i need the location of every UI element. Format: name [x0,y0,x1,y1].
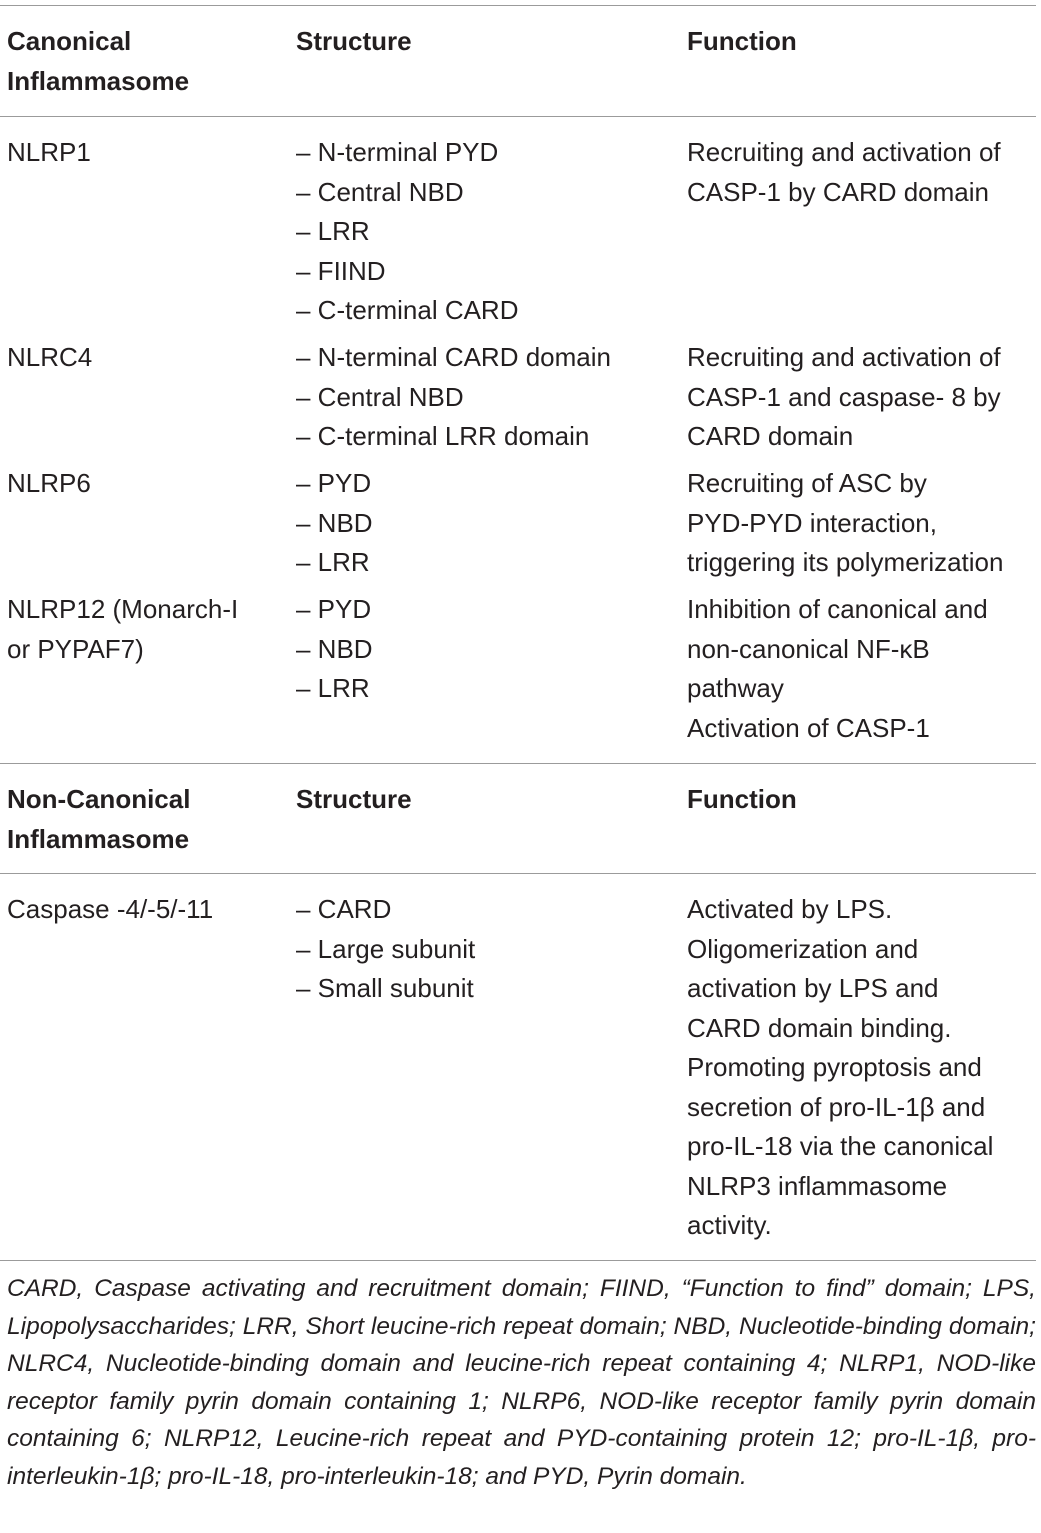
cell-line: Oligomerization and [687,933,919,964]
cell-line: – Central NBD [296,176,464,207]
noncanonical-header-function: Function [687,784,797,814]
row-nlrp1-structure [296,133,519,331]
cell-line: – CARD [296,894,392,924]
canonical-header-structure: Structure [296,26,412,56]
cell-line: activity. [687,1210,772,1240]
cell-line: – C-terminal CARD [296,295,519,325]
cell-line: Promoting pyroptosis and [687,1052,982,1082]
cell-line: CARD domain [687,421,854,451]
header-line: Inflammasome [7,823,190,854]
row-nlrp12-name [7,590,238,669]
cell-line: pathway [687,673,784,703]
cell-line: – PYD [296,594,372,624]
cell-line: secretion of pro-IL-1β and [687,1091,986,1122]
table-footnote: CARD, Caspase activating and recruitment domain; FIIND, “Function to find” domain; LPS, Lipopolysaccharides; LRR, Short leucine-rich repeat domain; NBD, Nucleotide-binding domain; NLRC4, Nucleotide-binding domain and leucine-rich repeat containing 4; NLRP1, NOD-like receptor family pyrin domain containing 1; NLRP6, NOD-like receptor family pyrin domain containing 6; NLRP12, Leucine-rich repeat and PYD-containing protein 12; pro-IL-1β, pro-interleukin-1β; pro-IL-18, pro-interleukin-18; and PYD, Pyrin domain. [7,1275,1036,1490]
cell-line: or PYPAF7) [7,633,144,664]
cell-line: NLRP1 [7,137,91,167]
table-top-rule [0,5,1036,6]
header-line: Non-Canonical [7,784,191,814]
cell-line: triggering its polymerization [687,547,1004,577]
cell-line: Recruiting and activation of [687,342,1001,372]
cell-line: Activation of CASP-1 [687,712,930,743]
cell-line: – LRR [296,547,370,577]
cell-line: CARD domain binding. [687,1012,952,1043]
noncanonical-header-col1 [7,780,190,859]
row-caspase-name [7,890,213,930]
cell-line: – Small subunit [296,973,474,1003]
cell-line: Activated by LPS. [687,894,893,924]
cell-line: PYD-PYD interaction, [687,507,937,538]
canonical-header-rule [0,116,1036,117]
table-bottom-rule [0,1260,1036,1261]
row-caspase-structure [296,890,475,1009]
cell-line: – LRR [296,216,370,246]
cell-line: CASP-1 by CARD domain [687,176,989,207]
cell-line: non-canonical NF-κB [687,633,930,664]
header-line: Canonical [7,26,132,56]
noncanonical-header-rule [0,873,1036,874]
cell-line: Inhibition of canonical and [687,594,988,624]
cell-line: activation by LPS and [687,973,939,1003]
cell-line: CASP-1 and caspase- 8 by [687,381,1001,412]
cell-line: NLRP6 [7,468,91,498]
cell-line: Caspase -4/-5/-11 [7,894,214,924]
row-nlrp6-structure [296,464,373,583]
cell-line: – C-terminal LRR domain [296,421,590,451]
cell-line: – PYD [296,468,372,498]
cell-line: Recruiting of ASC by [687,468,927,498]
cell-line: – N-terminal PYD [296,137,499,167]
section-divider-rule [0,763,1036,764]
row-nlrc4-structure [296,338,611,457]
cell-line: – Central NBD [296,381,464,412]
cell-line: Recruiting and activation of [687,137,1001,167]
row-nlrc4-function [687,338,1001,457]
header-line: Inflammasome [7,65,190,96]
cell-line: NLRP3 inflammasome [687,1170,948,1201]
cell-line: NLRC4 [7,342,93,372]
row-nlrp12-structure [296,590,373,709]
row-caspase-function [687,890,993,1246]
cell-line: pro-IL-18 via the canonical [687,1131,994,1161]
canonical-header-col1 [7,22,189,101]
row-nlrp1-function [687,133,1001,212]
row-nlrc4-name [7,338,92,378]
cell-line: – NBD [296,507,373,538]
row-nlrp12-function [687,590,988,748]
cell-line: NLRP12 (Monarch-I [7,594,239,624]
row-nlrp6-name [7,464,91,504]
canonical-header-function: Function [687,26,797,56]
cell-line: – Large subunit [296,933,476,964]
cell-line: – N-terminal CARD domain [296,342,611,372]
row-nlrp6-function [687,464,1003,583]
row-nlrp1-name [7,133,91,173]
noncanonical-header-structure: Structure [296,784,412,814]
cell-line: – LRR [296,673,370,703]
cell-line: – NBD [296,633,373,664]
cell-line: – FIIND [296,255,386,286]
